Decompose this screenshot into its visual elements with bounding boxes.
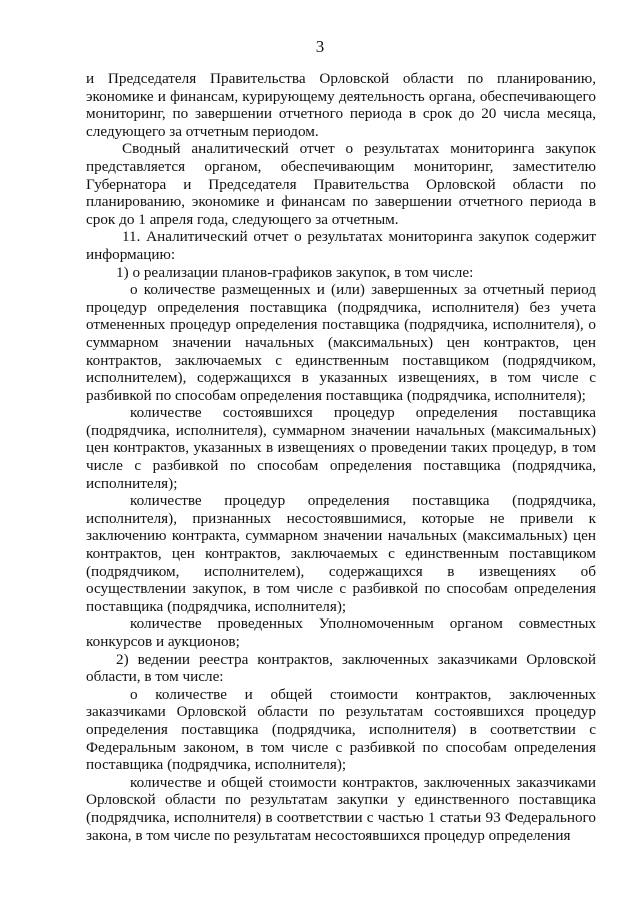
list-item-plans: 1) о реализации планов-графиков закупок, в том числе:: [116, 263, 474, 281]
sub-item-failed-procedures: количестве процедур определения поставщика (подрядчика, исполнителя), признанных несостоявшимися, которые не привели к заключению контракта, суммарном значении начальных (максимальных) цен контрактов, цен контрактов, заключаемых с единственным поставщиком (подрядчиком, исполнителем), содержащихся в извещениях об осуществлении закупок, в том числе с разбивкой по способам определения поставщика (подрядчика, исполнителя);: [86, 492, 596, 615]
sub-item-procedures-count: о количестве размещенных и (или) завершенных за отчетный период процедур определения поставщика (подрядчика, исполнителя) без учета отмененных процедур определения поставщика (подрядчика, исполнителя), о суммарном значении начальных (максимальных) цен контрактов, цен контрактов, заключаемых с единственным поставщиком (подрядчиком, исполнителем), содержащихся в указанных извещениях, в том числе с разбивкой по способам определения поставщика (подрядчика, исполнителя);: [86, 281, 596, 404]
paragraph-summary-report: Сводный аналитический отчет о результатах мониторинга закупок представляется органом, обеспечивающим мониторинг, заместителю Губернатора и Председателя Правительства Орловской области по планированию, экономике и финансам по завершении отчетного периода в срок до 1 апреля года, следующего за отчетным.: [86, 140, 596, 228]
paragraph-continuation: и Председателя Правительства Орловской области по планированию, экономике и финансам, курирующему деятельность органа, обеспечивающего мониторинг, по завершении отчетного периода в срок до 20 числа месяца, следующего за отчетным периодом.: [86, 70, 596, 140]
sub-item-contracts-held: о количестве и общей стоимости контрактов, заключенных заказчиками Орловской области по результатам состоявшихся процедур определения поставщика (подрядчика, исполнителя) в соответствии с Федеральным законом, в том числе с разбивкой по способам определения поставщика (подрядчика, исполнителя);: [86, 685, 596, 774]
sub-item-held-procedures: количестве состоявшихся процедур определения поставщика (подрядчика, исполнителя), суммарном значении начальных (максимальных) цен контрактов, указанных в извещениях о проведении таких процедур, в том числе с разбивкой по способам определения поставщика (подрядчика, исполнителя);: [86, 404, 596, 492]
sub-item-joint-tenders: количестве проведенных Уполномоченным органом совместных конкурсов и аукционов;: [86, 615, 596, 650]
paragraph-clause-11: 11. Аналитический отчет о результатах мониторинга закупок содержит информацию:: [86, 228, 596, 263]
sub-item-contracts-single-supplier: количестве и общей стоимости контрактов, заключенных заказчиками Орловской области по результатам закупки у единственного поставщика (подрядчика, исполнителя) в соответствии с частью 1 статьи 93 Федерального закона, в том числе по результатам несостоявшихся процедур определения: [86, 773, 596, 844]
document-body: [86, 70, 596, 844]
page-number: 3: [315, 37, 325, 56]
list-item-registry: 2) ведении реестра контрактов, заключенных заказчиками Орловской области, в том числе:: [86, 650, 596, 686]
